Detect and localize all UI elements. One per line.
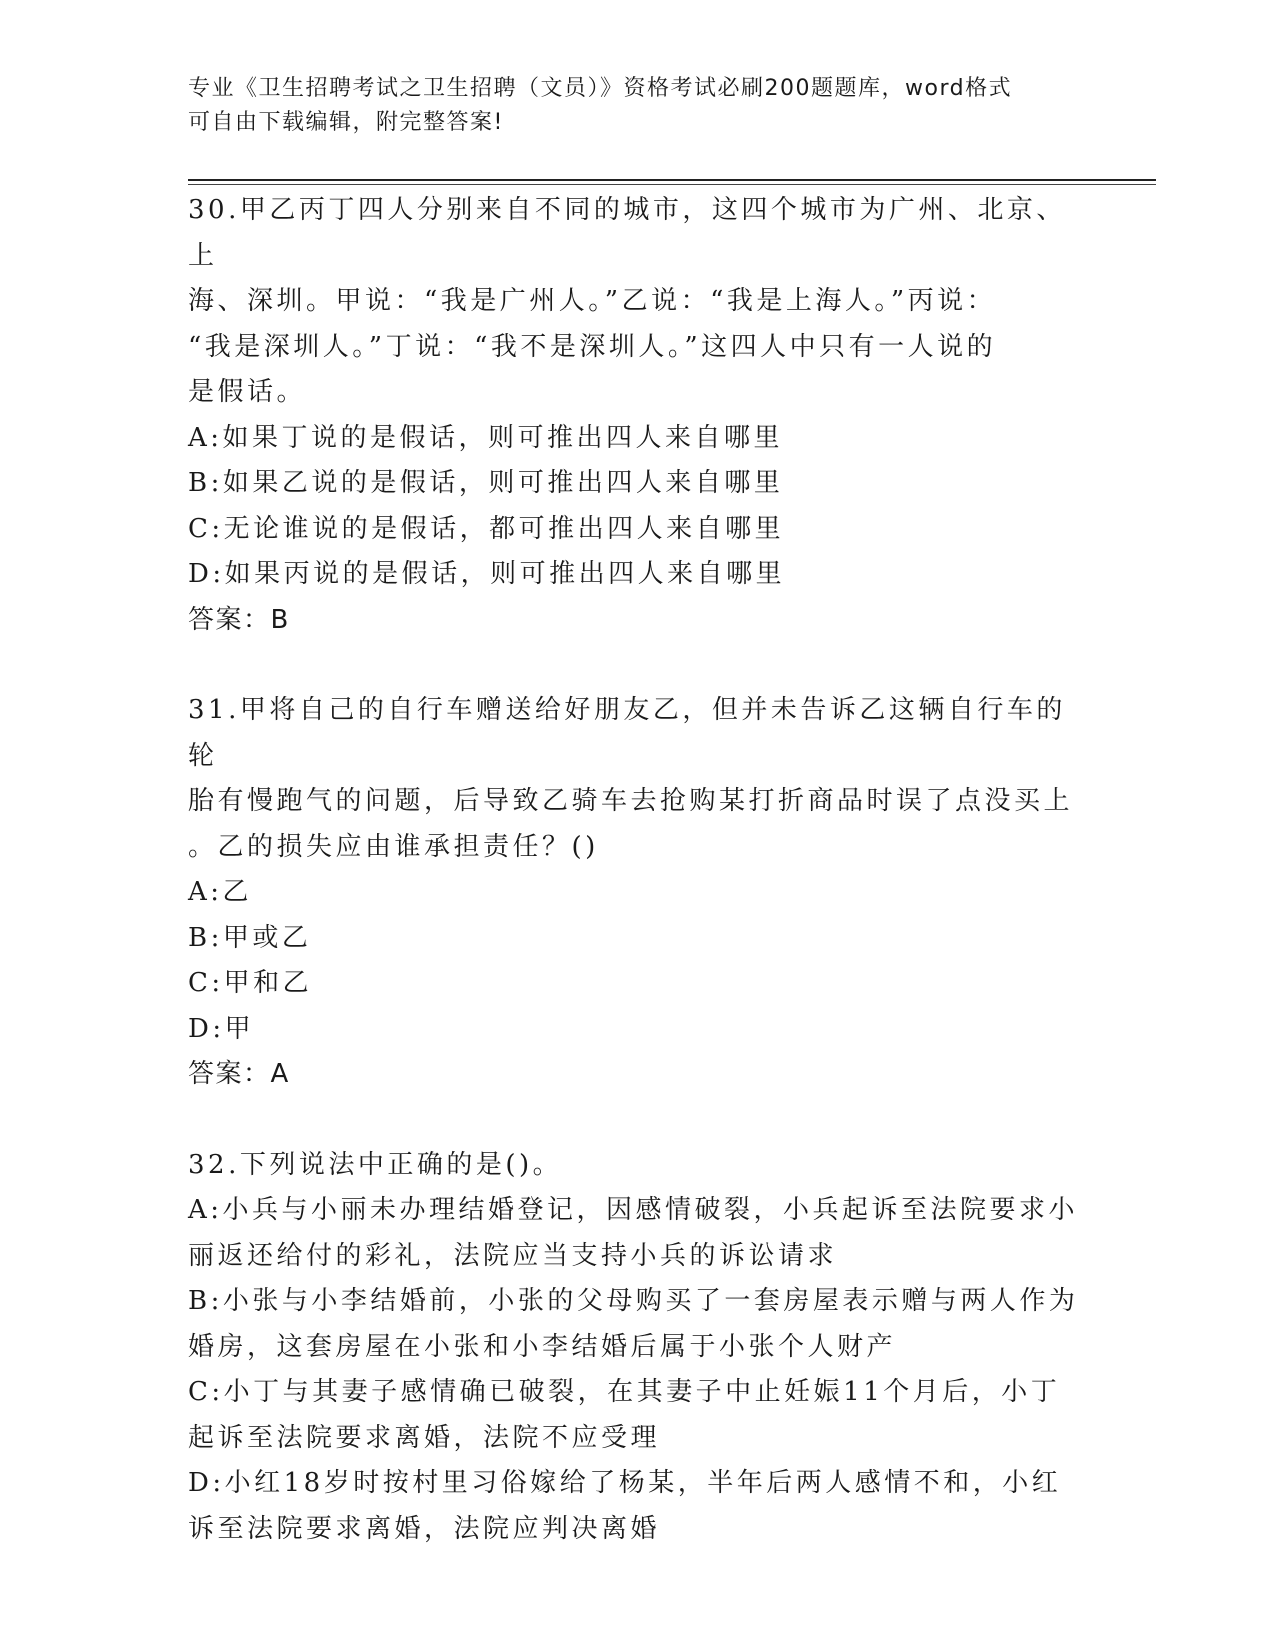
question-stem-line: 。乙的损失应由谁承担责任？() bbox=[188, 831, 599, 862]
header-divider-thick bbox=[188, 179, 1156, 181]
answer-label: 答案：A bbox=[188, 1059, 290, 1089]
question-stem-line: 32.下列说法中正确的是()。 bbox=[188, 1149, 563, 1180]
option-b-line-2: 婚房，这套房屋在小张和小李结婚后属于小张个人财产 bbox=[188, 1331, 897, 1362]
header-line-1: 专业《卫生招聘考试之卫生招聘（文员）》资格考试必刷200题题库，word格式 bbox=[188, 76, 1013, 101]
question-stem-line: 30.甲乙丙丁四人分别来自不同的城市，这四个城市为广州、北京、上 bbox=[188, 195, 1066, 271]
question-list bbox=[188, 188, 1088, 1552]
question-stem-line: 31.甲将自己的自行车赠送给好朋友乙，但并未告诉乙这辆自行车的轮 bbox=[188, 695, 1066, 771]
question-stem-line: “我是深圳人。”丁说：“我不是深圳人。”这四人中只有一人说的 bbox=[188, 331, 997, 362]
option-d: D:如果丙说的是假话，则可推出四人来自哪里 bbox=[188, 559, 786, 589]
option-a-line-1: A:小兵与小丽未办理结婚登记，因感情破裂，小兵起诉至法院要求小 bbox=[188, 1195, 1079, 1225]
option-c: C:甲和乙 bbox=[188, 968, 313, 998]
question-stem-line: 是假话。 bbox=[188, 377, 307, 407]
option-a: A:乙 bbox=[188, 877, 253, 907]
option-b-line-1: B:小张与小李结婚前，小张的父母购买了一套房屋表示赠与两人作为 bbox=[188, 1286, 1079, 1316]
option-d-line-1: D:小红18岁时按村里习俗嫁给了杨某，半年后两人感情不和，小红 bbox=[188, 1468, 1062, 1498]
question-stem-line: 海、深圳。甲说：“我是广州人。”乙说：“我是上海人。”丙说： bbox=[188, 286, 997, 316]
question-stem-line: 胎有慢跑气的问题，后导致乙骑车去抢购某打折商品时误了点没买上 bbox=[188, 786, 1074, 816]
option-d-line-2: 诉至法院要求离婚，法院应判决离婚 bbox=[188, 1513, 661, 1544]
option-a-line-2: 丽返还给付的彩礼，法院应当支持小兵的诉讼请求 bbox=[188, 1240, 838, 1271]
answer-label: 答案：B bbox=[188, 604, 290, 635]
option-b: B:甲或乙 bbox=[188, 922, 312, 953]
option-a: A:如果丁说的是假话，则可推出四人来自哪里 bbox=[188, 422, 784, 453]
question-30 bbox=[188, 188, 1088, 643]
question-spacer bbox=[188, 1098, 1088, 1143]
option-c: C:无论谁说的是假话，都可推出四人来自哪里 bbox=[188, 513, 785, 544]
option-b: B:如果乙说的是假话，则可推出四人来自哪里 bbox=[188, 468, 784, 498]
question-31 bbox=[188, 688, 1088, 1098]
question-spacer bbox=[188, 643, 1088, 688]
header-divider-thin bbox=[188, 184, 1156, 185]
option-c-line-2: 起诉至法院要求离婚，法院不应受理 bbox=[188, 1422, 661, 1453]
option-d: D:甲 bbox=[188, 1013, 255, 1044]
document-header bbox=[188, 72, 1068, 140]
option-c-line-1: C:小丁与其妻子感情确已破裂，在其妻子中止妊娠11个月后，小丁 bbox=[188, 1377, 1061, 1407]
question-32 bbox=[188, 1143, 1088, 1553]
header-line-2: 可自由下载编辑，附完整答案! bbox=[188, 110, 504, 135]
